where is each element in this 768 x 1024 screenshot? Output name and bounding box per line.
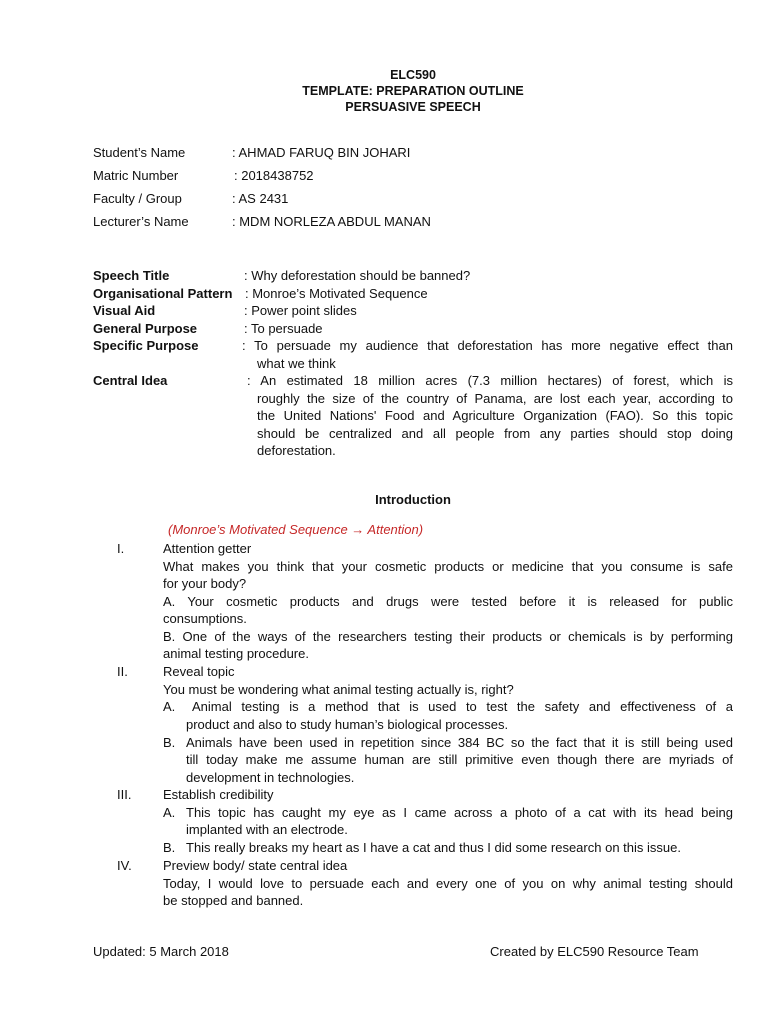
central-idea-label: Central Idea	[93, 373, 168, 388]
section-heading: Preview body/ state central idea	[163, 858, 348, 873]
lecturer-name-label: Lecturer’s Name	[93, 214, 189, 229]
faculty-group-label: Faculty / Group	[93, 191, 182, 206]
central-idea-line-3: the United Nations' Food and Agriculture Organization (FAO). So this topic	[257, 408, 733, 423]
section-heading: Establish credibility	[163, 787, 274, 802]
outline-line: B. One of the ways of the researchers testing their products or chemicals is by performing	[163, 629, 733, 644]
outline-line: Animal testing is a method that is used to test the safety and effectiveness of a	[192, 699, 733, 714]
outline-line: development in technologies.	[186, 770, 355, 785]
outline-line: product and also to study human’s biological processes.	[186, 717, 509, 732]
central-idea-line-5: deforestation.	[257, 443, 336, 458]
central-idea-line-1: : An estimated 18 million acres (7.3 million hectares) of forest, which is	[247, 373, 733, 388]
matric-number-value: : 2018438752	[234, 168, 314, 183]
organisational-pattern-label: Organisational Pattern	[93, 286, 233, 301]
sub-point-letter: A.	[163, 805, 176, 820]
section-heading: Reveal topic	[163, 664, 235, 679]
section-heading: Attention getter	[163, 541, 252, 556]
faculty-group-value: : AS 2431	[232, 191, 289, 206]
introduction-heading: Introduction	[375, 492, 451, 507]
visual-aid-label: Visual Aid	[93, 303, 156, 318]
template-title: TEMPLATE: PREPARATION OUTLINE	[302, 84, 524, 98]
course-code: ELC590	[390, 68, 436, 82]
general-purpose-value: : To persuade	[244, 321, 323, 336]
outline-line: for your body?	[163, 576, 247, 591]
outline-line: Today, I would love to persuade each and every one of you on why animal testing should	[163, 876, 733, 891]
speech-type: PERSUASIVE SPEECH	[345, 100, 481, 114]
general-purpose-label: General Purpose	[93, 321, 198, 336]
section-numeral: III.	[117, 787, 132, 802]
outline-line: This really breaks my heart as I have a cat and thus I did some research on this issue.	[186, 840, 681, 855]
section-numeral: IV.	[117, 858, 132, 873]
lecturer-name-value: : MDM NORLEZA ABDUL MANAN	[232, 214, 431, 229]
central-idea-line-2: roughly the size of the country of Panama, are lost each year, according to	[257, 391, 733, 406]
outline-line: A. Your cosmetic products and drugs were tested before it is released for public	[163, 594, 733, 609]
outline-line: consumptions.	[163, 611, 247, 626]
organisational-pattern-value: : Monroe’s Motivated Sequence	[245, 286, 428, 301]
outline-line: Animals have been used in repetition since 384 BC so the fact that it is still being used	[186, 735, 733, 750]
student-name-label: Student’s Name	[93, 145, 186, 160]
student-name-value: : AHMAD FARUQ BIN JOHARI	[232, 145, 411, 160]
outline-line: be stopped and banned.	[163, 893, 304, 908]
footer-updated: Updated: 5 March 2018	[93, 944, 229, 959]
outline-line: implanted with an electrode.	[186, 822, 348, 837]
specific-purpose-label: Specific Purpose	[93, 338, 199, 353]
matric-number-label: Matric Number	[93, 168, 179, 183]
sequence-note: (Monroe’s Motivated Sequence → Attention)	[168, 522, 424, 537]
sub-point-letter: A.	[163, 699, 176, 714]
footer-credit: Created by ELC590 Resource Team	[490, 944, 699, 959]
outline-line: till today make me assume human are still primitive even though there are myriads of	[186, 752, 733, 767]
visual-aid-value: : Power point slides	[244, 303, 357, 318]
outline-line: animal testing procedure.	[163, 646, 309, 661]
outline-line: You must be wondering what animal testing actually is, right?	[163, 682, 514, 697]
section-numeral: II.	[117, 664, 128, 679]
outline-line: This topic has caught my eye as I came across a photo of a cat with its head being	[186, 805, 733, 820]
speech-title-label: Speech Title	[93, 268, 170, 283]
sub-point-letter: B.	[163, 840, 176, 855]
specific-purpose-line-1: : To persuade my audience that deforestation has more negative effect than	[242, 338, 733, 353]
central-idea-line-4: should be centralized and all people from any parties should stop doing	[257, 426, 733, 441]
sub-point-letter: B.	[163, 735, 176, 750]
outline-line: What makes you think that your cosmetic products or medicine that you consume is safe	[163, 559, 733, 574]
specific-purpose-line-2: what we think	[257, 356, 336, 371]
speech-title-value: : Why deforestation should be banned?	[244, 268, 471, 283]
section-numeral: I.	[117, 541, 125, 556]
